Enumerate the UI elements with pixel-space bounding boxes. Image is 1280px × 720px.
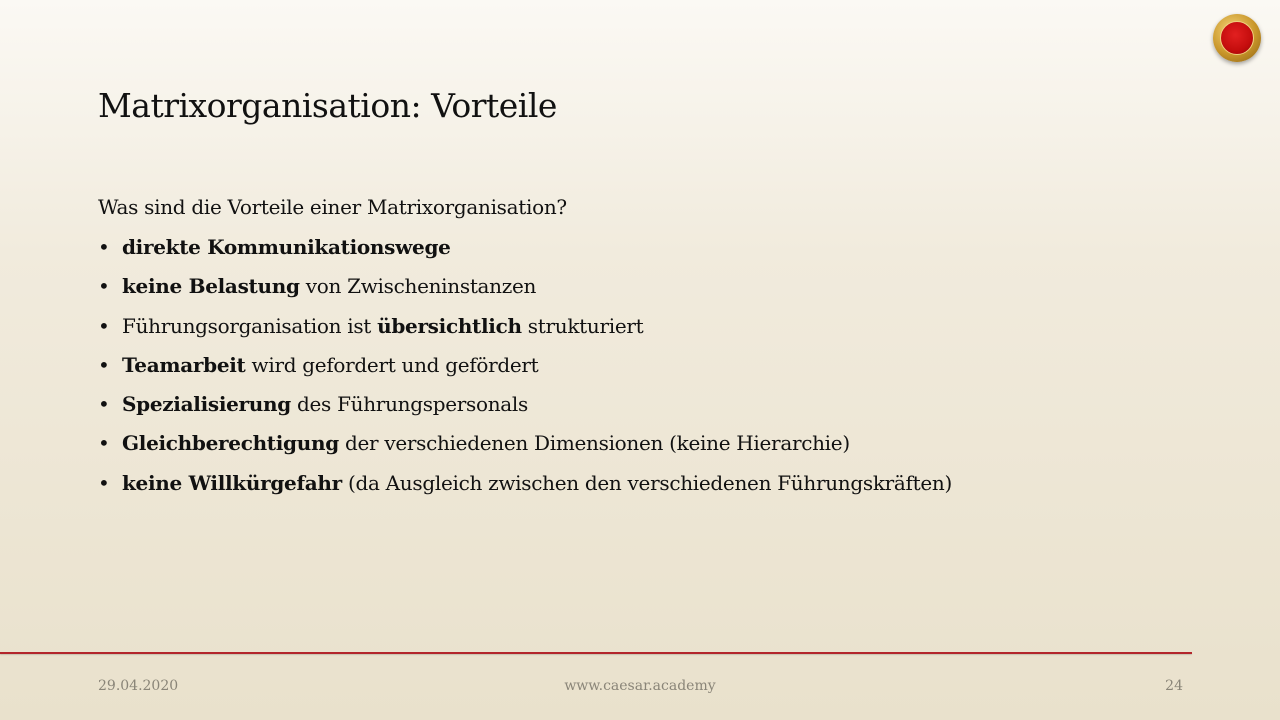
caesar-academy-logo-icon [1213, 14, 1261, 62]
list-item [98, 470, 952, 509]
bullet-icon: • [98, 431, 110, 456]
bullet-icon: • [98, 235, 110, 259]
list-item [98, 273, 952, 312]
bullet-text: von Zwischeninstanzen [299, 274, 537, 299]
bullet-bold-text: keine Belastung [122, 274, 300, 299]
list-item [98, 430, 952, 469]
bullet-bold-text: übersichtlich [377, 313, 522, 338]
bullet-bold-text: direkte Kommunikationswege [122, 235, 451, 259]
slide-title: Matrixorganisation: Vorteile [98, 86, 557, 125]
bullet-text-pre: Führungsorganisation ist [122, 313, 378, 338]
logo-red-center [1220, 21, 1254, 55]
list-item [98, 234, 952, 273]
list-item [98, 313, 952, 352]
bullet-icon: • [98, 274, 110, 299]
list-item [98, 352, 952, 391]
bullet-text: der verschiedenen Dimensionen (keine Hierarchie) [338, 431, 850, 456]
bullet-bold-text: Gleichberechtigung [122, 431, 339, 456]
bullet-text: strukturiert [521, 313, 644, 338]
question-text: Was sind die Vorteile einer Matrixorganisation? [98, 195, 567, 219]
bullet-icon: • [98, 313, 110, 338]
bullet-bold-text: Spezialisierung [122, 392, 291, 417]
bullet-text: (da Ausgleich zwischen den verschiedenen Führungskräften) [341, 470, 953, 495]
page-number: 24 [1165, 678, 1183, 694]
bullet-icon: • [98, 470, 110, 495]
footer-website: www.caesar.academy [564, 678, 716, 694]
bullet-icon: • [98, 352, 110, 377]
bullet-icon: • [98, 392, 110, 417]
footer-date: 29.04.2020 [98, 678, 179, 694]
bullet-bold-text: Teamarbeit [122, 352, 246, 377]
bullet-text: des Führungspersonals [290, 392, 528, 417]
advantages-list [98, 234, 952, 509]
bullet-text: wird gefordert und gefördert [245, 352, 539, 377]
footer-divider [0, 652, 1192, 654]
bullet-bold-text: keine Willkürgefahr [122, 470, 342, 495]
list-item [98, 391, 952, 430]
